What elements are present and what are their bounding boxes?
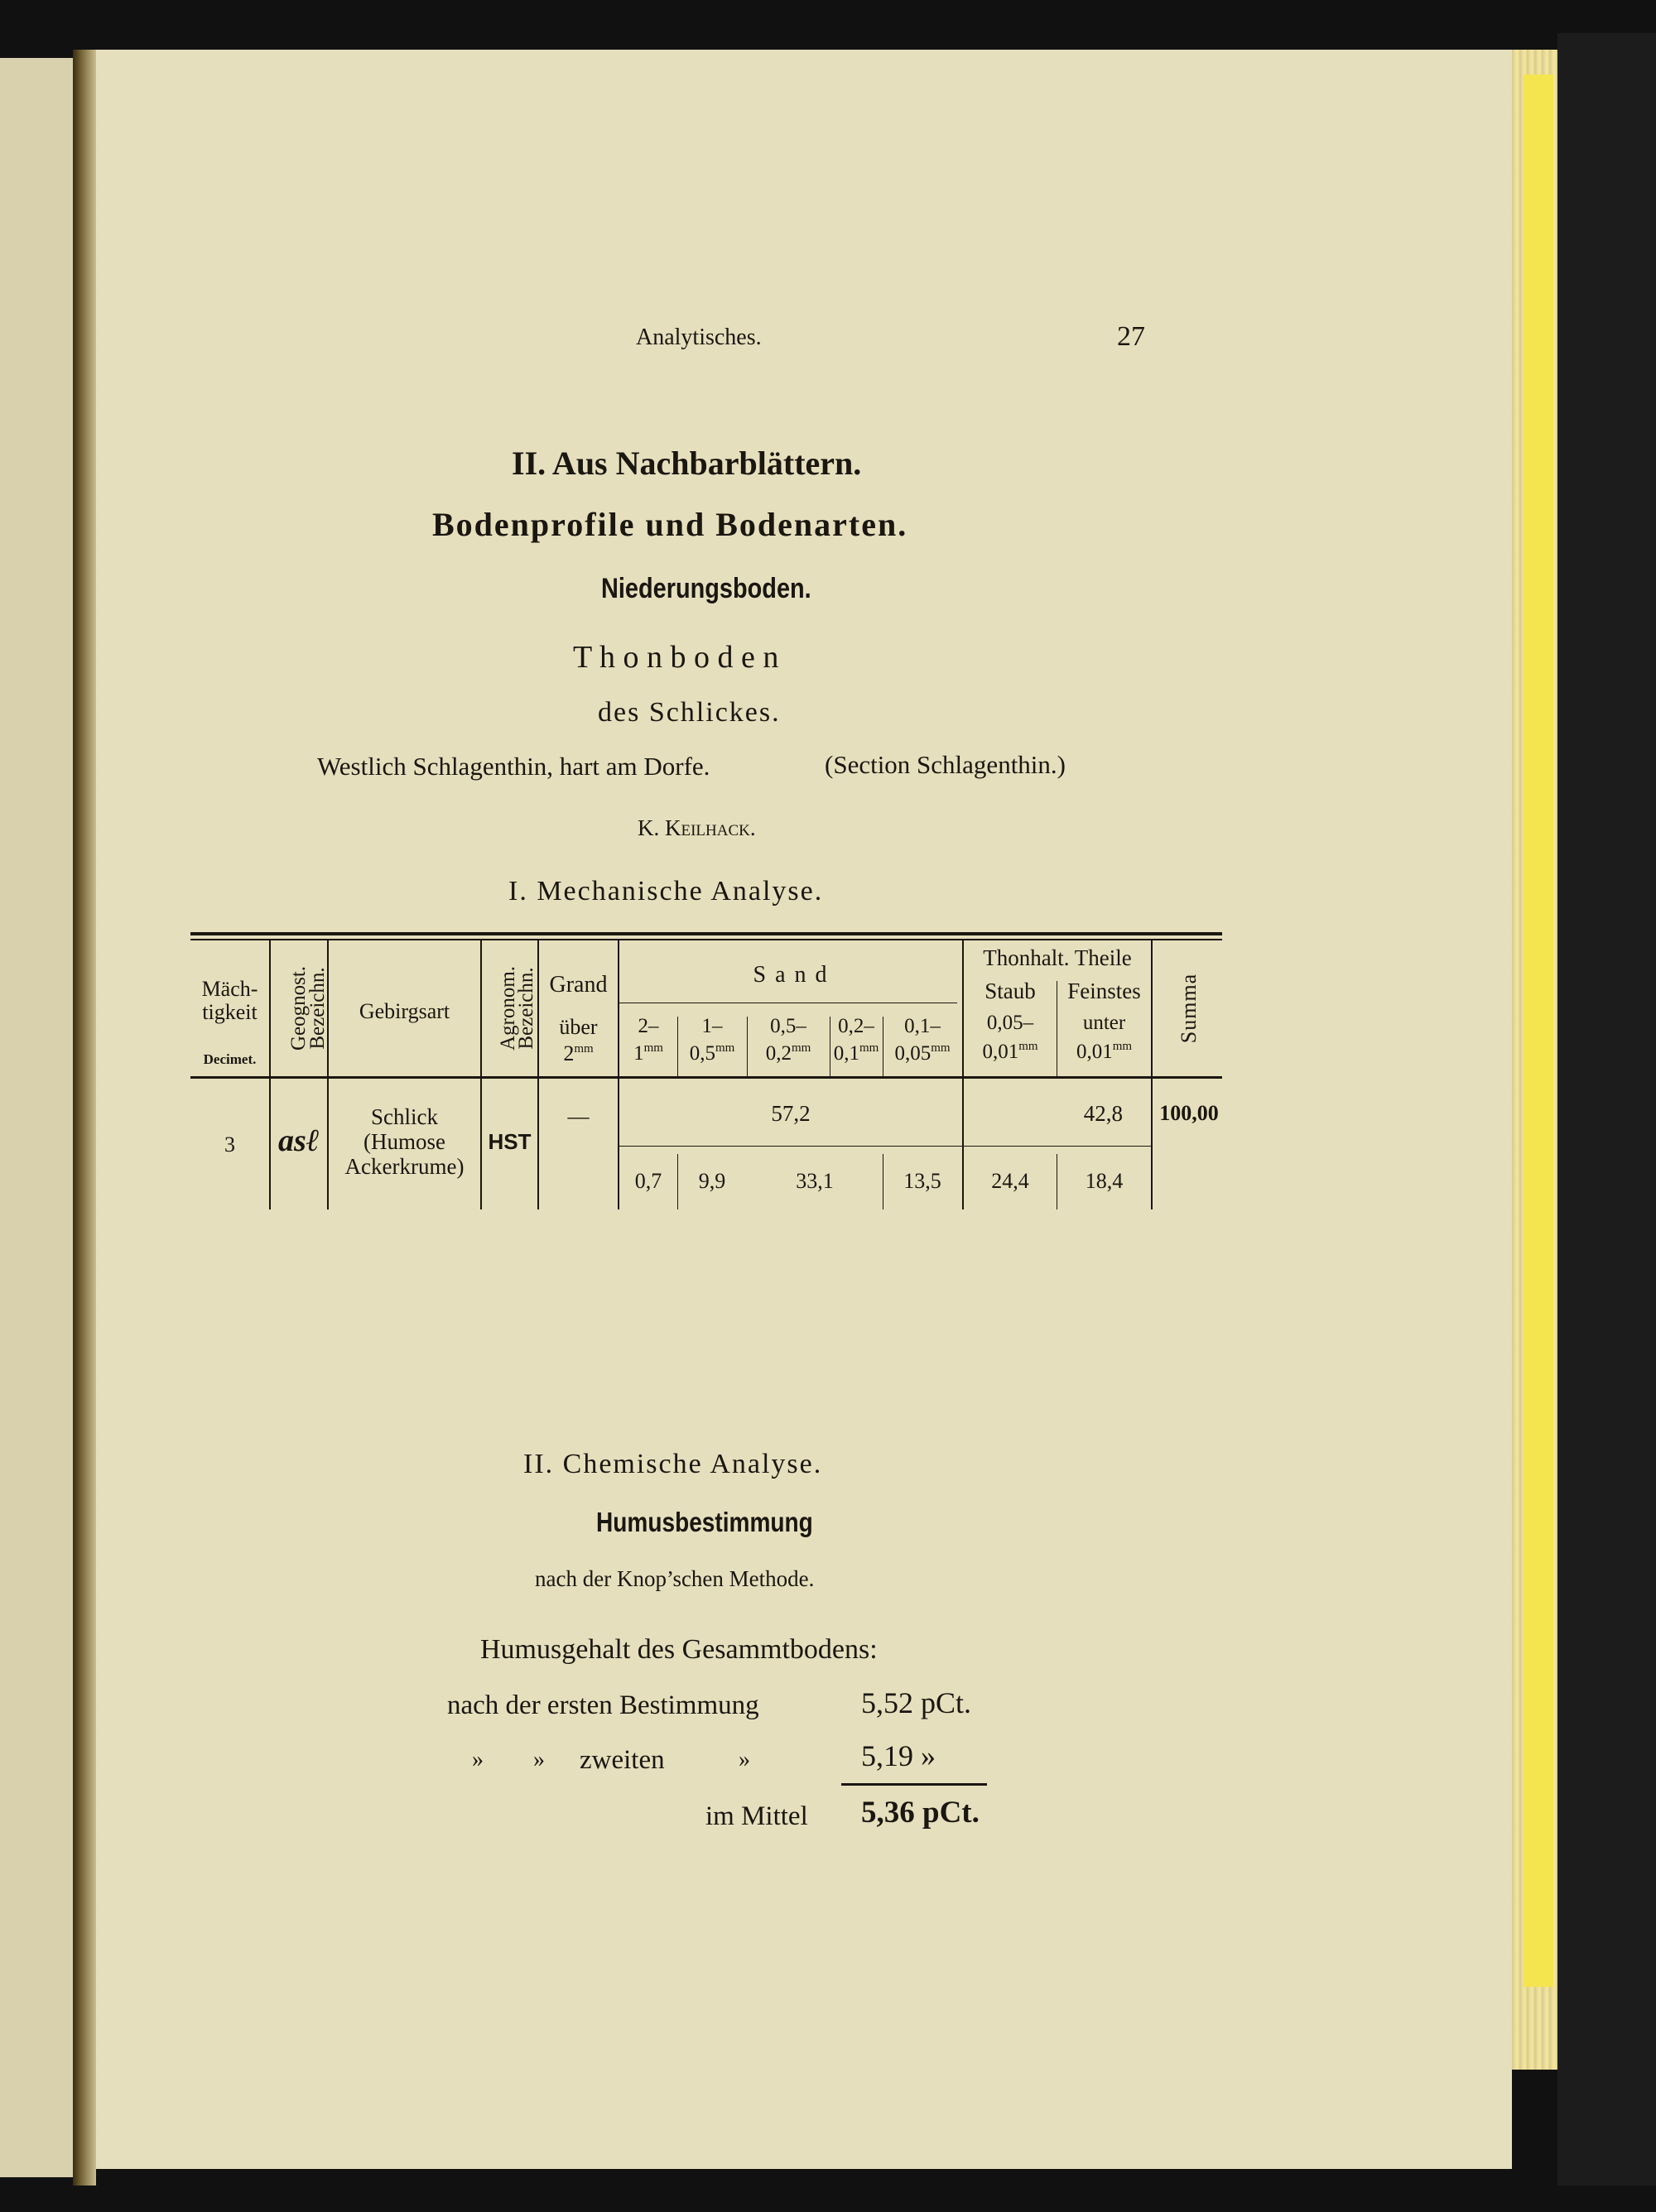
row-grand: —	[567, 1104, 590, 1128]
row-thon-total	[964, 1101, 1151, 1127]
unit-mm: mm	[643, 1041, 663, 1055]
unit-mm: mm	[1018, 1040, 1038, 1053]
first-determination-value: 5,52 pCt.	[861, 1686, 972, 1719]
row-gebirgsart-2: (Humose	[363, 1129, 445, 1154]
col-sep	[269, 940, 271, 1209]
row-thon-total-value: 42,8	[1083, 1101, 1123, 1126]
row-staub: 24,4	[991, 1169, 1029, 1193]
sand-col-3-to	[747, 1041, 830, 1065]
ditto-mark-1: »	[472, 1747, 484, 1772]
staub-to-value: 0,01	[982, 1041, 1019, 1063]
sand-col-3-from: 0,5–	[770, 1015, 806, 1037]
header-grand: Grand	[549, 972, 608, 998]
page-stack-gilt	[1524, 75, 1553, 1987]
header-grand-size	[539, 1041, 618, 1066]
header-feinstes: Feinstes	[1067, 979, 1141, 1003]
header-staub-from: 0,05–	[986, 1012, 1034, 1034]
header-geognost: Geognost.	[287, 965, 310, 1051]
sand-col-1-to	[619, 1041, 677, 1065]
book-gutter	[73, 50, 96, 2186]
header-geognost-2: Bezeichn.	[306, 967, 329, 1050]
sand-col-5-to	[883, 1041, 962, 1065]
header-sand: S a n d	[753, 962, 829, 988]
header-staub: Staub	[984, 979, 1036, 1003]
header-agronom-2: Bezeichn.	[515, 967, 537, 1050]
left-page-fragment	[0, 58, 73, 2177]
humus-title: Humusbestimmung	[596, 1507, 813, 1537]
subtitle: Bodenprofile und Bodenarten.	[432, 506, 908, 543]
row-sand-4: 13,5	[903, 1169, 941, 1193]
running-head: Analytisches.	[636, 325, 762, 350]
sand-col-4-to-value: 0,1	[833, 1042, 859, 1065]
mean-label: im Mittel	[705, 1801, 808, 1831]
category-heading: Niederungsboden.	[601, 573, 811, 604]
row-sand-1: 0,7	[634, 1169, 662, 1193]
row-gebirgsart-3	[329, 1154, 480, 1180]
ditto-mark-2: »	[533, 1747, 545, 1772]
header-feinstes-unter: unter	[1082, 1012, 1126, 1034]
row-agronom: HST	[488, 1129, 532, 1154]
value-divider	[619, 1146, 1152, 1147]
humus-heading: Humusgehalt des Gesammtbodens:	[480, 1634, 878, 1665]
second-determination-label: zweiten	[580, 1745, 665, 1775]
ditto-mark-3: »	[739, 1747, 750, 1772]
sand-col-5-from: 0,1–	[904, 1015, 941, 1037]
unit-mm: mm	[574, 1042, 594, 1056]
sand-col-4-to	[830, 1041, 883, 1065]
row-geognost: asℓ	[277, 1123, 320, 1158]
author: K. Keilhack.	[638, 815, 756, 840]
header-maechtigkeit-2: tigkeit	[202, 1000, 258, 1024]
sum-rule	[841, 1783, 987, 1786]
sand-col-2-to	[677, 1041, 747, 1065]
page-number: 27	[1117, 321, 1145, 352]
method-note: nach der Knop’schen Methode.	[535, 1566, 815, 1591]
unit-mm: mm	[859, 1041, 879, 1055]
location: Westlich Schlagenthin, hart am Dorfe.	[317, 752, 710, 781]
header-decimet: Decimet.	[203, 1051, 257, 1067]
header-gebirgsart: Gebirgsart	[359, 999, 450, 1023]
unit-mm: mm	[715, 1041, 735, 1055]
row-depth: 3	[224, 1132, 235, 1156]
row-summa: 100,00	[1159, 1101, 1219, 1125]
header-bottom-rule	[190, 1076, 1222, 1079]
first-determination-label: nach der ersten Bestimmung	[447, 1690, 759, 1720]
col-sep	[480, 940, 482, 1209]
header-agronom: Agronom.	[497, 965, 519, 1051]
header-maechtigkeit: Mäch-	[201, 977, 258, 1001]
row-sand-2: 9,9	[698, 1169, 726, 1193]
sand-col-5-to-value: 0,05	[894, 1042, 932, 1065]
unit-mm: mm	[931, 1041, 951, 1055]
unit-mm: mm	[791, 1041, 811, 1055]
header-feinstes-size	[1057, 1040, 1151, 1064]
header-staub-to	[964, 1040, 1057, 1064]
table-top-rule	[190, 932, 1222, 935]
header-thonhalt: Thonhalt. Theile	[983, 945, 1132, 970]
sand-col-2-from: 1–	[701, 1015, 723, 1037]
row-gebirgsart-3-text: Ackerkrume)	[344, 1154, 465, 1179]
grand-size-value: 2	[563, 1041, 575, 1065]
unit-mm: mm	[1112, 1040, 1133, 1053]
section-heading: II. Aus Nachbarblättern.	[512, 445, 862, 482]
header-grand-ueber: über	[559, 1015, 598, 1039]
header-summa: Summa	[1177, 973, 1201, 1044]
second-determination-value: 5,19 »	[861, 1739, 936, 1772]
sand-col-1-from: 2–	[638, 1015, 659, 1037]
soil-subtype: des Schlickes.	[598, 697, 781, 728]
mean-value: 5,36 pCt.	[861, 1796, 980, 1830]
sand-col-4-from: 0,2–	[838, 1015, 874, 1037]
row-feinstes: 18,4	[1085, 1169, 1124, 1193]
table-top-rule-thin	[190, 939, 1222, 940]
row-sand-total: 57,2	[771, 1101, 811, 1126]
col-sep	[1151, 940, 1153, 1209]
book-cover-dark	[1557, 33, 1656, 2186]
feinstes-size-value: 0,01	[1076, 1041, 1113, 1063]
sand-col-2-to-value: 0,5	[689, 1042, 715, 1065]
section-reference: (Section Schlagenthin.)	[825, 750, 1066, 779]
mechanical-title: I. Mechanische Analyse.	[508, 876, 824, 906]
soil-type: T h o n b o d e n	[573, 640, 779, 675]
sand-col-3-to-value: 0,2	[765, 1042, 792, 1065]
row-sand-3: 33,1	[796, 1169, 834, 1193]
chemical-title: II. Chemische Analyse.	[523, 1449, 823, 1479]
sand-col-1-to-value: 1	[633, 1042, 644, 1065]
row-gebirgsart-1: Schlick	[371, 1104, 438, 1129]
